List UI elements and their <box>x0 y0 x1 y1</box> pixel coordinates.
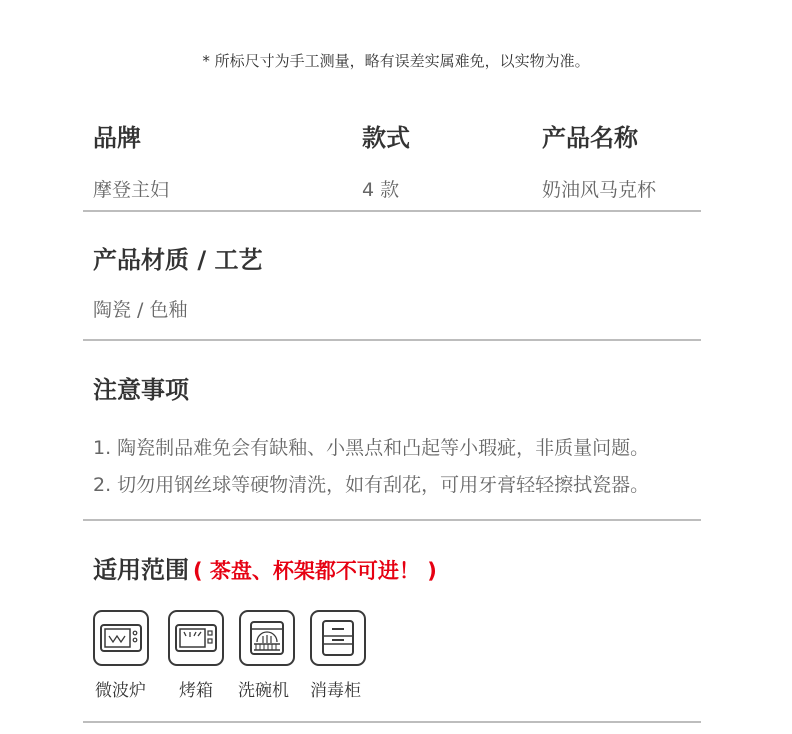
oven-icon <box>168 610 224 666</box>
notice-item: 2. 切勿用钢丝球等硬物清洗，如有刮花，可用牙膏轻轻擦拭瓷器。 <box>93 474 650 496</box>
product-name-header: 产品名称 <box>542 124 638 152</box>
material-value: 陶瓷 / 色釉 <box>93 299 188 321</box>
style-header: 款式 <box>362 124 410 152</box>
sterilizer-cabinet-label: 消毒柜 <box>310 681 361 701</box>
divider <box>83 210 701 212</box>
microwave-label: 微波炉 <box>95 681 146 701</box>
microwave-icon <box>93 610 149 666</box>
divider <box>83 519 701 521</box>
notice-item: 1. 陶瓷制品难免会有缺釉、小黑点和凸起等小瑕疵，非质量问题。 <box>93 437 650 459</box>
divider <box>83 721 701 723</box>
product-name-value: 奶油风马克杯 <box>542 179 657 201</box>
dishwasher-label: 洗碗机 <box>238 681 289 701</box>
sterilizer-cabinet-icon <box>310 610 366 666</box>
style-value: 4 款 <box>362 179 400 201</box>
oven-label: 烤箱 <box>179 681 213 701</box>
usage-warning: ( 茶盘、杯架都不可进！ ) <box>193 559 437 583</box>
brand-value: 摩登主妇 <box>93 179 170 201</box>
dishwasher-icon <box>239 610 295 666</box>
usage-heading <box>93 550 437 585</box>
usage-title: 适用范围 <box>93 556 189 584</box>
notice-title: 注意事项 <box>93 376 189 404</box>
material-title: 产品材质 / 工艺 <box>93 246 263 274</box>
disclaimer-note: * 所标尺寸为手工测量，略有误差实属难免，以实物为准。 <box>202 52 590 70</box>
divider <box>83 339 701 341</box>
brand-header: 品牌 <box>93 124 141 152</box>
